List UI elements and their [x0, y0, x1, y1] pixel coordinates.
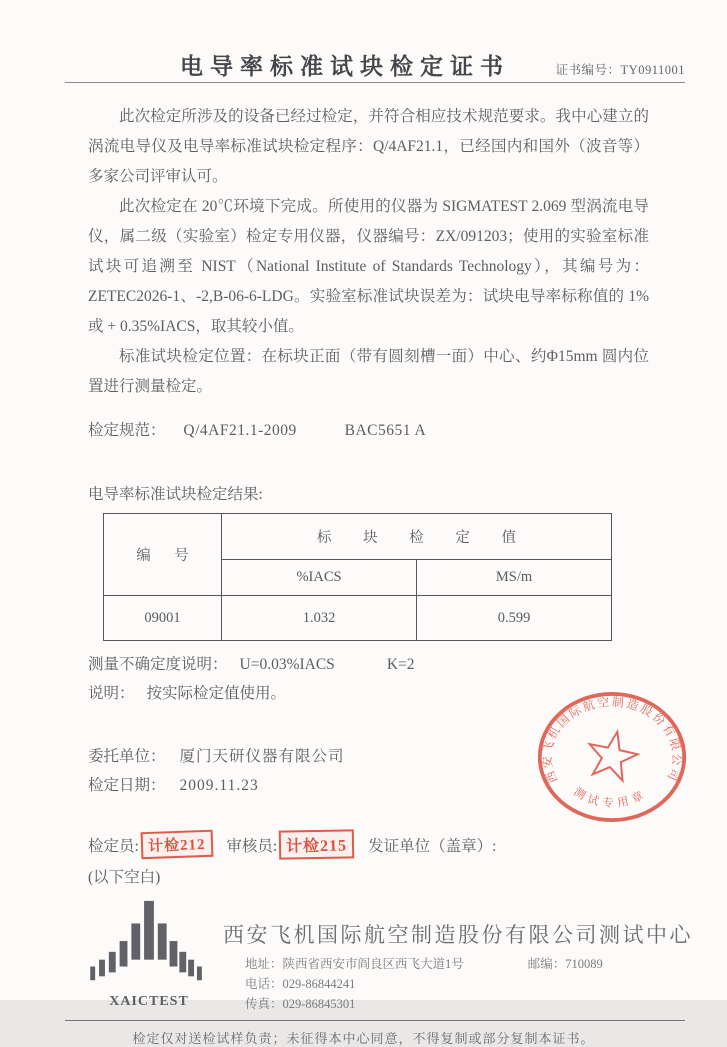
uncertainty-line	[88, 650, 727, 708]
certificate-number-value: TY0911001	[620, 63, 685, 77]
xaictest-logo-icon	[88, 897, 210, 991]
phone-line	[245, 974, 693, 994]
cell-msm-value: 0.599	[417, 596, 612, 641]
spec-value-1: Q/4AF21.1-2009	[183, 422, 297, 439]
cell-block-id: 09001	[104, 596, 222, 641]
verifier-stamp: 计检212	[140, 830, 212, 859]
client-value: 厦门天研仪器有限公司	[179, 748, 345, 765]
body-text	[88, 102, 649, 402]
footer	[85, 897, 727, 1014]
verifier-label: 检定员:	[88, 837, 139, 855]
address-line	[245, 954, 693, 974]
results-label: 电导率标准试块检定结果:	[88, 486, 263, 503]
zip-label: 邮编：	[527, 957, 566, 971]
uncertainty-value: U=0.03%IACS	[239, 656, 335, 673]
cell-iacs-value: 1.032	[222, 596, 417, 641]
logo-text: XAICTEST	[109, 994, 189, 1009]
bottom-divider	[65, 1020, 685, 1021]
certificate-number-label: 证书编号：	[555, 63, 621, 77]
k-value: K=2	[386, 656, 415, 673]
reviewer-stamp: 计检215	[279, 829, 355, 859]
seal-ring-text: 西安飞机国际航空制造股份有限公司	[540, 695, 684, 785]
reviewer-label: 审核员:	[226, 837, 278, 855]
phone-label: 电话：	[245, 977, 283, 991]
spec-label: 检定规范：	[88, 422, 166, 439]
fax-line	[245, 994, 693, 1014]
spec-value-2: BAC5651 A	[344, 422, 427, 439]
info-block	[88, 742, 727, 800]
remark-label: 说明：	[88, 685, 135, 702]
fax-label: 传真：	[245, 997, 283, 1011]
issuer-label: 发证单位（盖章）:	[368, 837, 497, 855]
address-label: 地址：	[245, 957, 283, 971]
header	[65, 0, 685, 83]
table-header-id: 编 号	[104, 514, 222, 596]
footer-company-info	[223, 897, 693, 1014]
seal-bottom-text: 测试专用章	[571, 785, 650, 810]
client-label: 委托单位：	[88, 748, 166, 765]
remark-value: 按实际检定值使用。	[146, 685, 287, 702]
signature-row	[88, 830, 727, 859]
paragraph-equipment: 此次检定所涉及的设备已经过检定，并符合相应技术规范要求。我中心建立的涡流电导仪及电导率标准试块检定程序：Q/4AF21.1，已经国内和国外（波音等）多家公司评审认可。	[88, 108, 649, 185]
zip-value: 710089	[565, 957, 603, 971]
table-header-iacs: %IACS	[222, 560, 417, 596]
paragraph-instrument: 此次检定在 20℃环境下完成。所使用的仪器为 SIGMATEST 2.069 型涡流电导仪，属二级（实验室）检定专用仪器，仪器编号：ZX/091203；使用的实验室标准试块可追溯至 NIST（National Institute of Standards Technology），其编号为：ZETEC2026-1、-2,B-06-6-LDG。实验室标准试块误差为：试块电导率标称值的 1%或 + 0.35%IACS，取其较小值。	[88, 198, 649, 335]
date-value: 2009.11.23	[179, 777, 259, 794]
logo-block	[85, 897, 213, 1010]
spec-line	[88, 418, 727, 440]
uncertainty-label: 测量不确定度说明：	[88, 656, 228, 673]
bottom-disclaimer: 检定仅对送检试样负责；未征得本中心同意，不得复制或部分复制本证书。	[132, 1031, 595, 1046]
fax-value: 029-86845301	[282, 997, 356, 1011]
phone-value: 029-86844241	[282, 977, 356, 991]
certificate-number	[556, 60, 685, 78]
address-value: 陕西省西安市阎良区西飞大道1号	[282, 957, 464, 971]
paragraph-position: 标准试块检定位置：在标块正面（带有圆刻槽一面）中心、约Φ15mm 圆内位置进行测量检定。	[88, 348, 649, 395]
results-table	[103, 513, 612, 641]
page-title: 电导率标准试块检定证书	[180, 54, 510, 79]
table-header-msm: MS/m	[417, 560, 612, 596]
table-row	[104, 596, 612, 641]
date-label: 检定日期：	[88, 777, 166, 794]
blank-below-note: (以下空白)	[88, 869, 161, 886]
table-header-group: 标 块 检 定 值	[222, 514, 612, 560]
company-name: 西安飞机国际航空制造股份有限公司测试中心	[223, 923, 693, 947]
